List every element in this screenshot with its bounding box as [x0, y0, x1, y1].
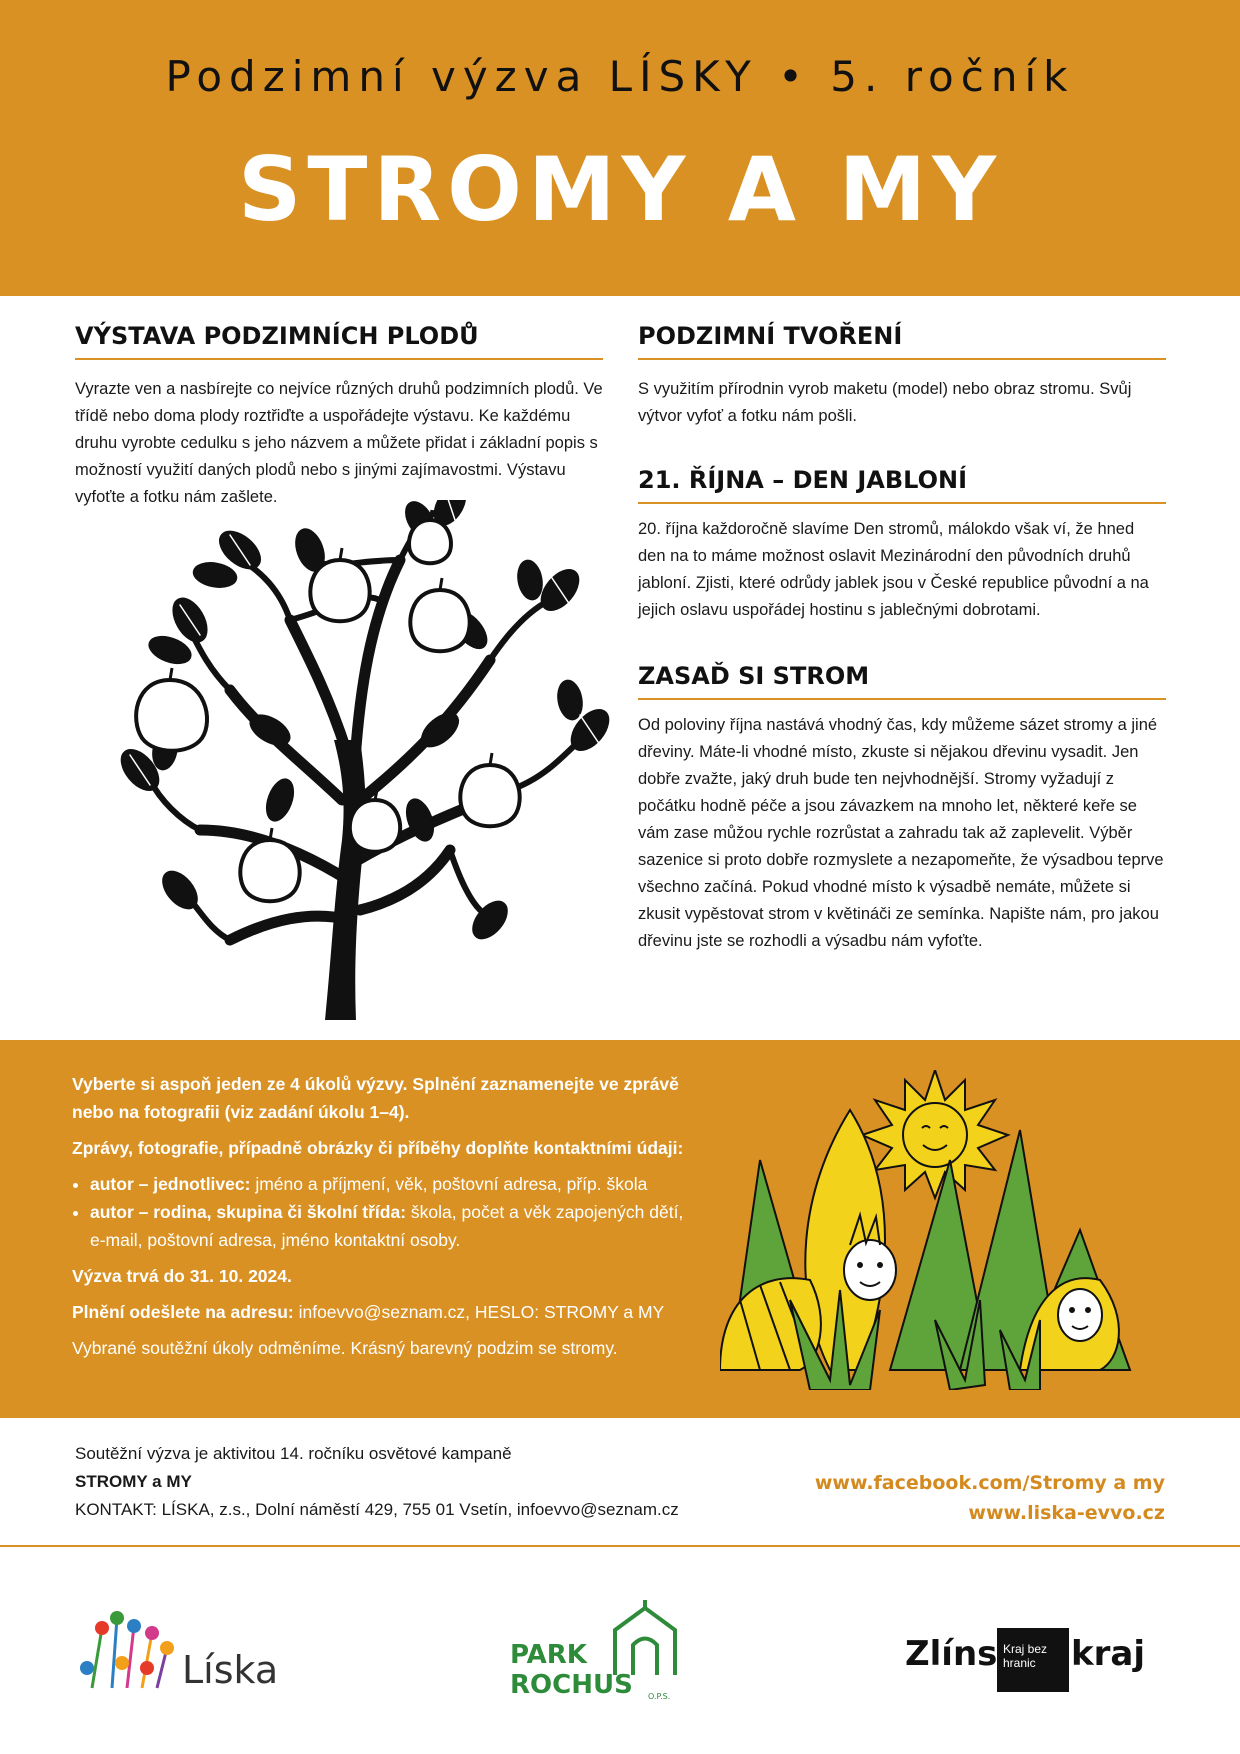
deadline: Výzva trvá do 31. 10. 2024. — [72, 1266, 292, 1286]
instructions-text — [72, 1070, 692, 1370]
footer-info — [75, 1440, 679, 1524]
liska-logo — [72, 1608, 292, 1698]
website-link[interactable]: www.liska-evvo.cz — [968, 1502, 1165, 1524]
author-individual-label: autor – jednotlivec: — [90, 1174, 251, 1194]
liska-flowers-icon — [72, 1608, 182, 1698]
zlin-logo-left: Zlíns — [905, 1634, 998, 1674]
section-title-vystava: VÝSTAVA PODZIMNÍCH PLODŮ — [75, 322, 603, 360]
author-group-label: autor – rodina, skupina či školní třída: — [90, 1202, 407, 1222]
liska-logo-text: Líska — [182, 1648, 279, 1692]
park-logo-line1: PARK — [510, 1640, 587, 1670]
header-banner — [0, 0, 1240, 296]
section-text-zasad: Od poloviny října nastává vhodný čas, kdy můžeme sázet stromy a jiné dřeviny. Máte-li vhodné místo, zkuste si nějakou dřevinu vysadit. Jen dobře zvažte, jaký druh bude ten nejvhodnější. Stromy vyžadují z počátku hodně péče a jsou závazkem na mnoho let, některé keře se vám zase můžou rychle rozrůstat a zahradu tak až zaplevelit. Výběr sazenice si proto dobře rozmyslete a nezapomeňte, že výsadbou teprve všechno začíná. Pokud vhodné místo k výsadbě nemáte, můžete si zkusit vypěstovat strom v květináči ze semínka. Napište nám, pro jakou dřevinu jste se rozhodli a výsadbu nám vyfoťte. — [638, 716, 1164, 950]
zlinsky-kraj-logo — [905, 1628, 1165, 1698]
send-text: infoevvo@seznam.cz, HESLO: STROMY a MY — [293, 1302, 665, 1322]
instructions-contact-intro: Zprávy, fotografie, případně obrázky či příběhy doplňte kontaktními údaji: — [72, 1138, 684, 1158]
facebook-link[interactable]: www.facebook.com/Stromy a my — [814, 1472, 1165, 1494]
section-title-tvoreni: PODZIMNÍ TVOŘENÍ — [638, 322, 1166, 360]
park-logo-line2: ROCHUS — [510, 1670, 633, 1700]
zlin-logo-right: kraj — [1071, 1634, 1145, 1674]
author-individual-text: jméno a příjmení, věk, poštovní adresa, příp. škola — [250, 1174, 648, 1194]
forest-illustration — [720, 1070, 1140, 1390]
instructions-intro: Vyberte si aspoň jeden ze 4 úkolů výzvy. Splnění zaznamenejte ve zprávě nebo na fotografii (viz zadání úkolu 1–4). — [72, 1074, 679, 1122]
author-list-item — [90, 1170, 692, 1198]
author-list — [72, 1170, 692, 1254]
instructions-band — [0, 1040, 1240, 1418]
zlin-logo-box — [997, 1628, 1069, 1692]
section-title-zasad: ZASAĎ SI STROM — [638, 662, 1166, 700]
footer-contact: KONTAKT: LÍSKA, z.s., Dolní náměstí 429, 755 01 Vsetín, infoevvo@seznam.cz — [75, 1500, 679, 1519]
author-list-item — [90, 1198, 692, 1254]
footer-campaign-name: STROMY a MY — [75, 1472, 192, 1491]
park-logo-ops: O.P.S. — [648, 1692, 671, 1701]
footer-divider — [0, 1545, 1240, 1547]
zlin-box-line1: Kraj bez — [1003, 1642, 1048, 1656]
park-rochus-logo — [510, 1600, 710, 1710]
footer-links — [815, 1468, 1165, 1528]
header-title: STROMY A MY — [238, 138, 1002, 241]
section-text-vystava: Vyrazte ven a nasbírejte co nejvíce různých druhů podzimních plodů. Ve třídě nebo doma plody roztřiďte a uspořádejte výstavu. Ke každému druhu vyrobte cedulku s jeho názvem a můžete přidat i základní popis s možností využití daných plodů nebo s jinými zajímavostmi. Výstavu vyfoťte a fotku nám zašlete. — [75, 380, 603, 506]
section-text-tvoreni: S využitím přírodnin vyrob maketu (model) nebo obraz stromu. Svůj výtvor vyfoť a fotku nám pošli. — [638, 380, 1132, 425]
send-label: Plnění odešlete na adresu: — [72, 1302, 294, 1322]
header-subtitle: Podzimní výzva LÍSKY • 5. ročník — [165, 52, 1075, 101]
section-text-jablone: 20. října každoročně slavíme Den stromů, málokdo však ví, že hned den na to máme možnost oslavit Mezinárodní den původních druhů jabloní. Zjisti, které odrůdy jablek jsou v České republice původní a na jejich oslavu uspořádej hostinu s jablečnými dobrotami. — [638, 520, 1149, 619]
closing-text: Vybrané soutěžní úkoly odměníme. Krásný barevný podzim se stromy. — [72, 1338, 618, 1358]
zlin-box-line2: hranic — [1003, 1656, 1036, 1670]
section-title-jablone: 21. ŘÍJNA – DEN JABLONÍ — [638, 466, 1166, 504]
author-group-text: škola, počet a věk zapojených dětí, e-mail, poštovní adresa, jméno kontaktní osoby. — [90, 1202, 684, 1250]
apple-tree-illustration — [110, 500, 630, 1020]
sun-icon — [862, 1070, 1008, 1198]
send-line — [72, 1298, 692, 1326]
footer-campaign: Soutěžní výzva je aktivitou 14. ročníku osvětové kampaně — [75, 1444, 512, 1463]
